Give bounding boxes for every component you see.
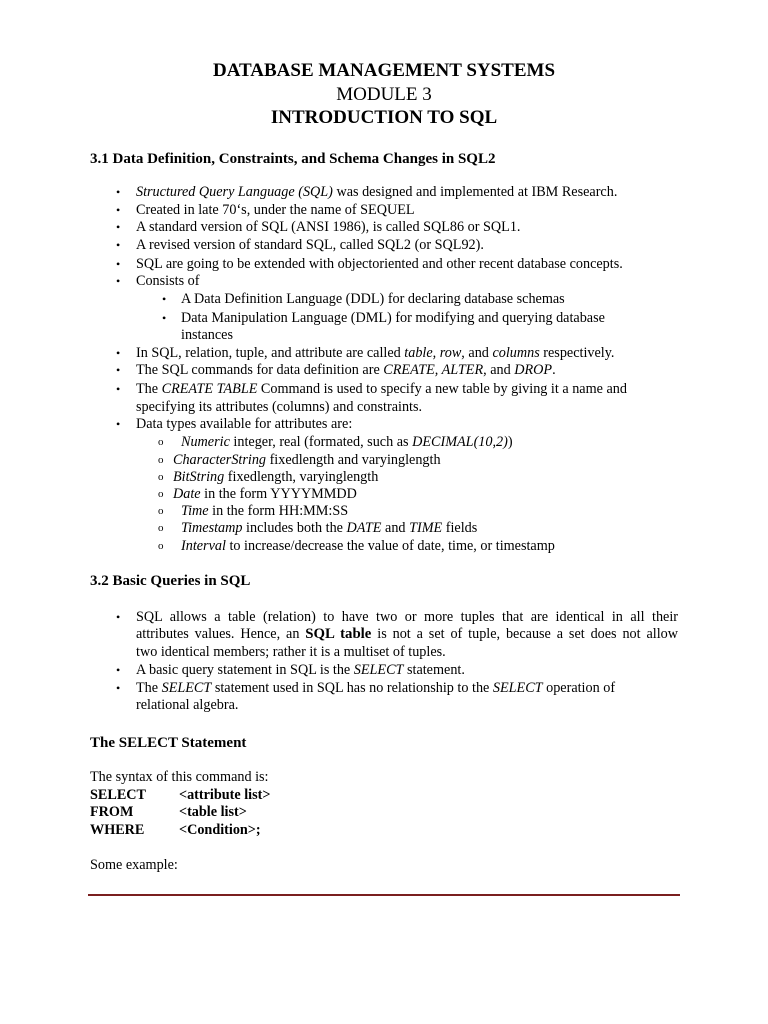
document-subtitle: INTRODUCTION TO SQL bbox=[270, 107, 498, 128]
circle-bullet-icon: o bbox=[158, 471, 164, 483]
list-item: SQL are going to be extended with objectoriented and other recent database concepts. bbox=[136, 256, 623, 272]
syntax-keyword: WHERE bbox=[90, 822, 145, 838]
bullet-icon: • bbox=[116, 257, 121, 271]
syntax-argument: <table list> bbox=[179, 804, 247, 820]
bullet-icon: • bbox=[116, 238, 121, 252]
circle-bullet-icon: o bbox=[158, 454, 164, 466]
sub-list-item-continuation: instances bbox=[181, 327, 234, 343]
module-label: MODULE 3 bbox=[336, 84, 432, 105]
bullet-icon: • bbox=[116, 185, 121, 199]
list-item: The SQL commands for data definition are CREATE, ALTER, and DROP. bbox=[136, 362, 556, 378]
list-item: A standard version of SQL (ANSI 1986), is called SQL86 or SQL1. bbox=[136, 219, 521, 235]
bullet-icon: • bbox=[116, 417, 121, 431]
footer-divider bbox=[88, 894, 680, 896]
bullet-icon: • bbox=[116, 274, 121, 288]
list-item: A revised version of standard SQL, called SQL2 (or SQL92). bbox=[136, 237, 484, 253]
bullet-icon: • bbox=[116, 681, 121, 695]
data-type-item: Time in the form HH:MM:SS bbox=[181, 503, 349, 519]
circle-bullet-icon: o bbox=[158, 436, 164, 448]
list-item: Structured Query Language (SQL) was designed and implemented at IBM Research. bbox=[136, 184, 618, 200]
syntax-keyword: SELECT bbox=[90, 787, 146, 803]
data-type-item: Interval to increase/decrease the value of date, time, or timestamp bbox=[181, 538, 555, 554]
bullet-icon: • bbox=[116, 203, 121, 217]
data-type-item: Timestamp includes both the DATE and TIME fields bbox=[181, 520, 478, 536]
paragraph-line: SQL allows a table (relation) to have two or more tuples that are identical in all their bbox=[136, 609, 678, 625]
data-type-item: Date in the form YYYYMMDD bbox=[173, 486, 357, 502]
list-item: The CREATE TABLE Command is used to specify a new table by giving it a name and bbox=[136, 381, 627, 397]
list-item-continuation: relational algebra. bbox=[136, 697, 239, 713]
paragraph-line: two identical members; rather it is a multiset of tuples. bbox=[136, 644, 446, 660]
bullet-icon: • bbox=[116, 363, 121, 377]
bullet-icon: • bbox=[116, 220, 121, 234]
bullet-icon: • bbox=[162, 311, 167, 325]
circle-bullet-icon: o bbox=[158, 540, 164, 552]
select-heading: The SELECT Statement bbox=[90, 735, 247, 751]
data-type-item: CharacterString fixedlength and varyinglength bbox=[173, 452, 441, 468]
list-item: Consists of bbox=[136, 273, 200, 289]
list-item: Data types available for attributes are: bbox=[136, 416, 353, 432]
bullet-icon: • bbox=[116, 346, 121, 360]
circle-bullet-icon: o bbox=[158, 488, 164, 500]
bullet-icon: • bbox=[162, 292, 167, 306]
syntax-argument: <Condition>; bbox=[179, 822, 261, 838]
list-item: In SQL, relation, tuple, and attribute are called table, row, and columns respectively. bbox=[136, 345, 615, 361]
list-item: A basic query statement in SQL is the SELECT statement. bbox=[136, 662, 465, 678]
list-item: The SELECT statement used in SQL has no relationship to the SELECT operation of bbox=[136, 680, 616, 696]
bullet-icon: • bbox=[116, 382, 121, 396]
paragraph-line: attributes values. Hence, an SQL table is not a set of tuple, because a set does not allow bbox=[136, 626, 678, 642]
syntax-argument: <attribute list> bbox=[179, 787, 271, 803]
sub-list-item: Data Manipulation Language (DML) for modifying and querying database bbox=[181, 310, 605, 326]
data-type-item: BitString fixedlength, varyinglength bbox=[173, 469, 379, 485]
list-item: Created in late 70‘s, under the name of SEQUEL bbox=[136, 202, 415, 218]
bullet-icon: • bbox=[116, 610, 121, 624]
section-heading-3-1: 3.1 Data Definition, Constraints, and Schema Changes in SQL2 bbox=[90, 151, 496, 167]
example-label: Some example: bbox=[90, 857, 178, 873]
bullet-icon: • bbox=[116, 663, 121, 677]
list-item-continuation: specifying its attributes (columns) and constraints. bbox=[136, 399, 423, 415]
syntax-keyword: FROM bbox=[90, 804, 134, 820]
syntax-intro: The syntax of this command is: bbox=[90, 769, 269, 785]
sub-list-item: A Data Definition Language (DDL) for declaring database schemas bbox=[181, 291, 565, 307]
circle-bullet-icon: o bbox=[158, 505, 164, 517]
document-title: DATABASE MANAGEMENT SYSTEMS bbox=[212, 60, 556, 81]
circle-bullet-icon: o bbox=[158, 522, 164, 534]
section-heading-3-2: 3.2 Basic Queries in SQL bbox=[90, 573, 251, 589]
data-type-item: Numeric integer, real (formated, such as DECIMAL(10,2)) bbox=[181, 434, 513, 450]
